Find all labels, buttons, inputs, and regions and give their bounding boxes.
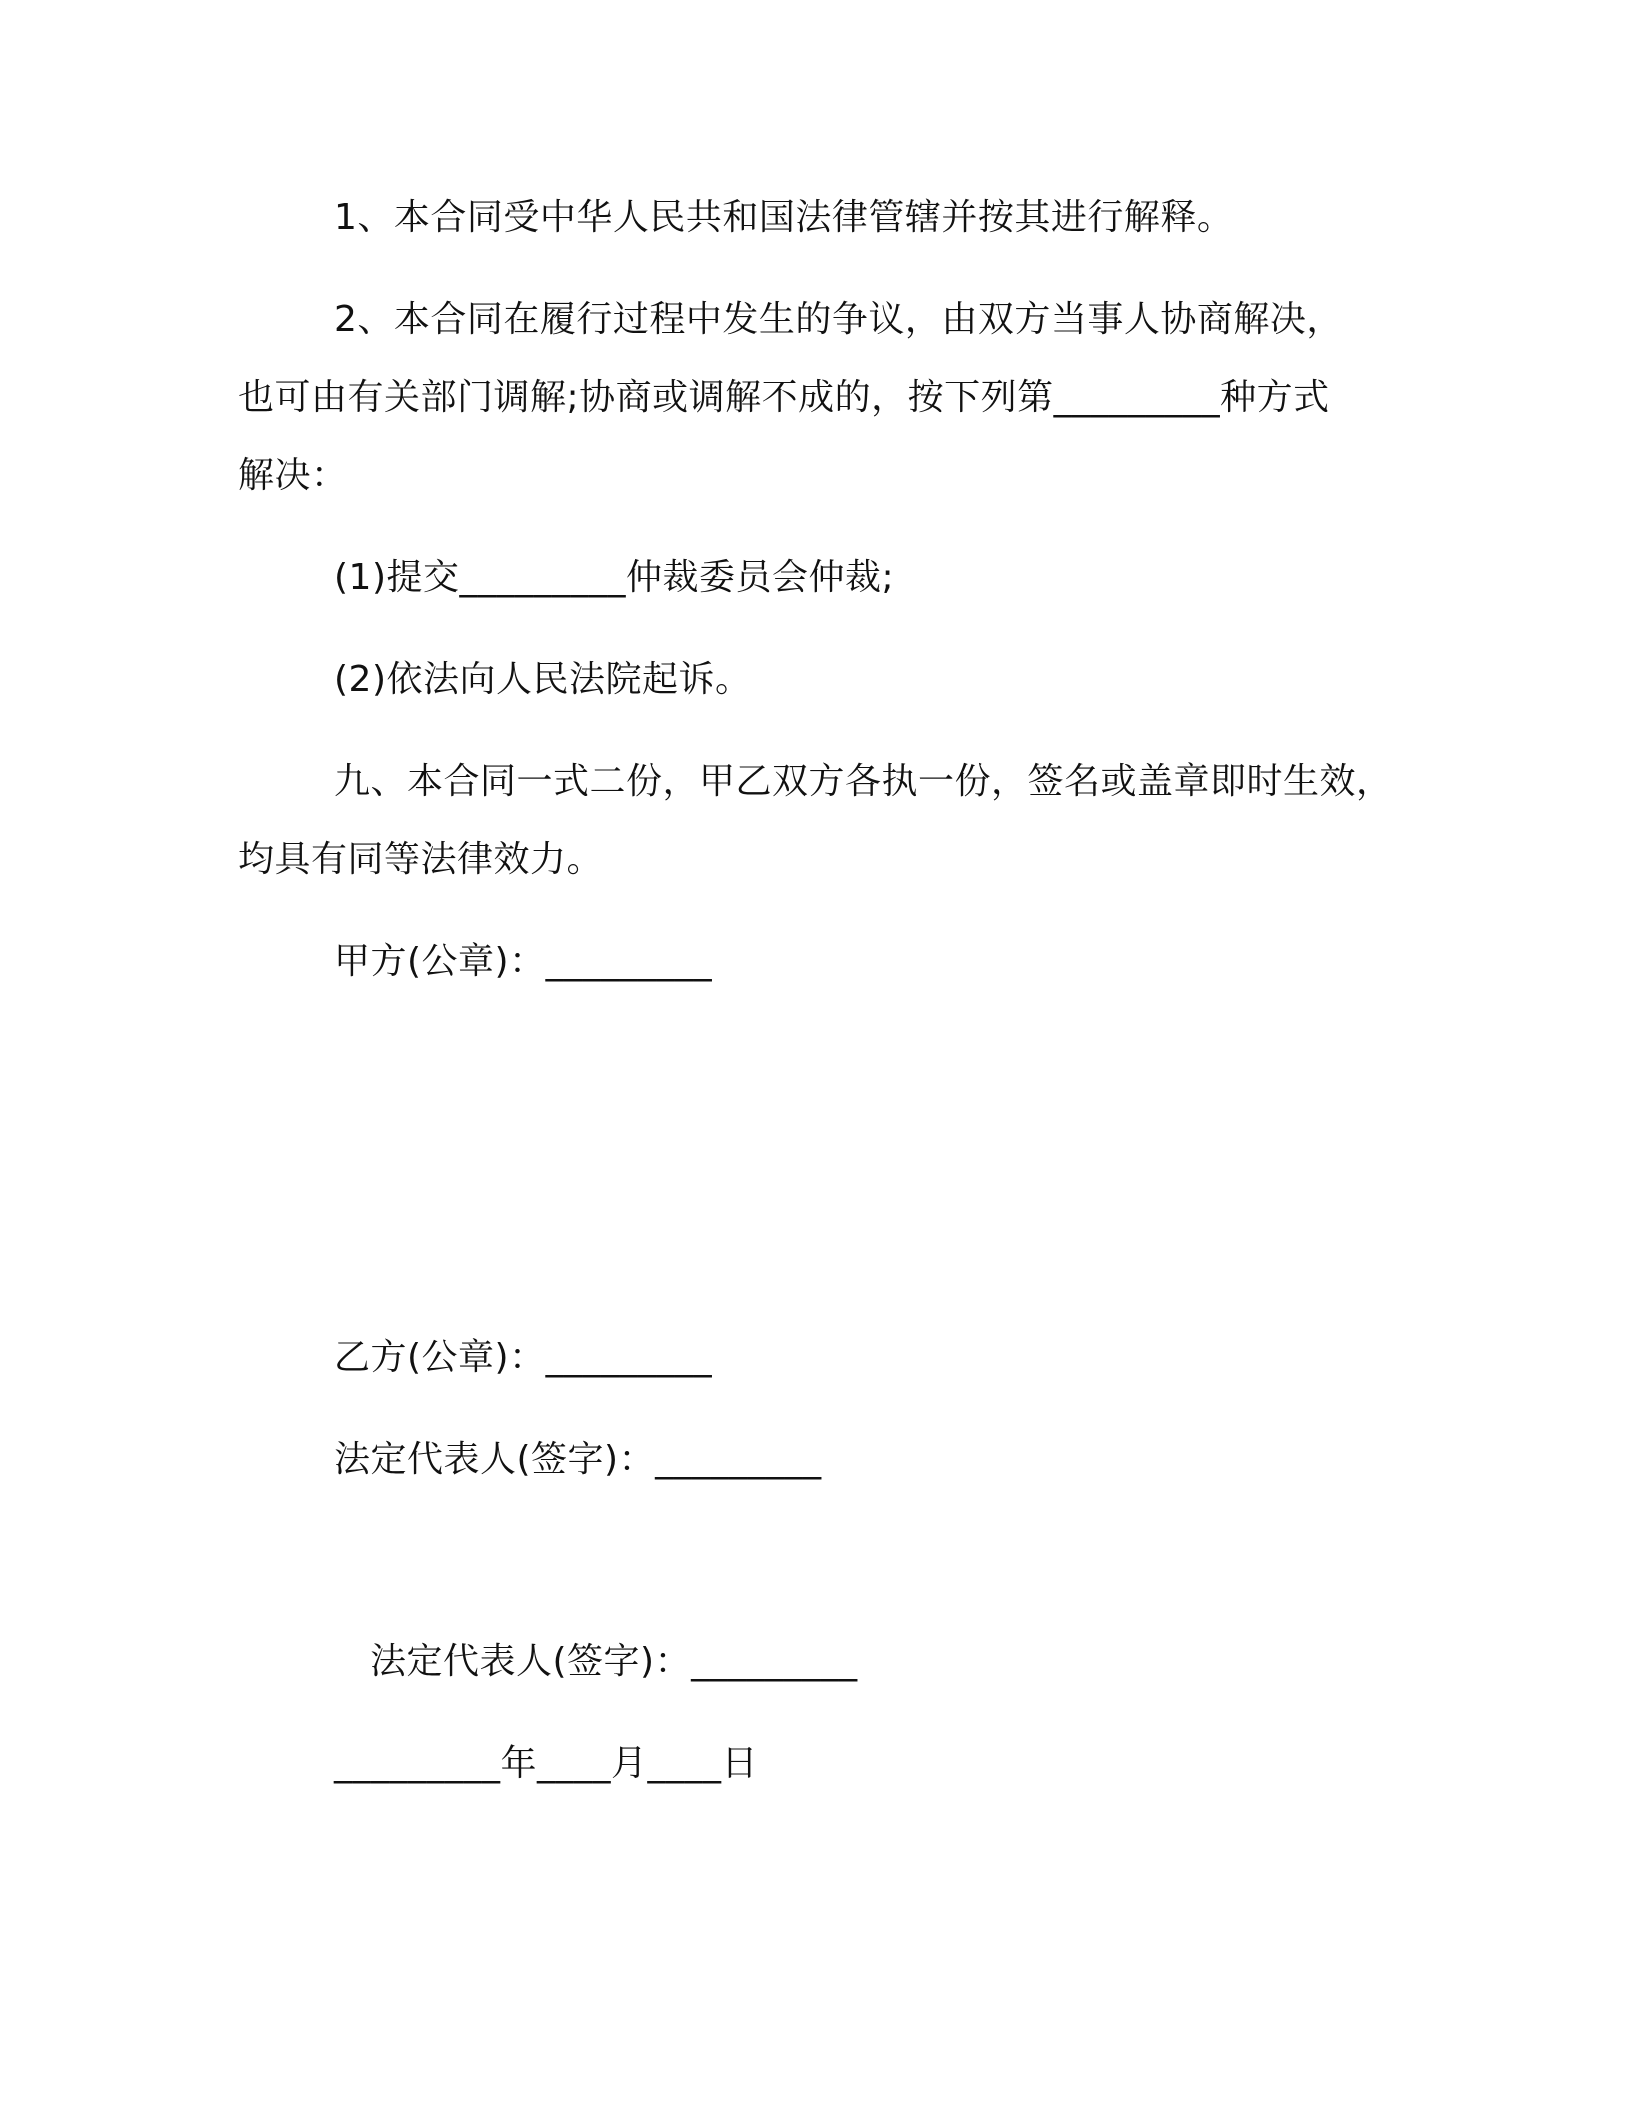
option-2: (2)依法向人民法院起诉。	[334, 659, 752, 700]
party-b-seal: 乙方(公章)：_________	[334, 1337, 713, 1378]
clause-2-line-1: 2、本合同在履行过程中发生的争议，由双方当事人协商解决，	[334, 299, 1343, 340]
clause-9-line-1: 九、本合同一式二份，甲乙双方各执一份，签名或盖章即时生效，	[334, 761, 1393, 802]
signing-date: _________年____月____日	[334, 1743, 758, 1784]
party-a-seal: 甲方(公章)：_________	[334, 941, 713, 982]
clause-2-line-3: 解决：	[238, 455, 348, 496]
legal-representative-signature-2: 法定代表人(签字)：_________	[370, 1641, 858, 1682]
clause-9-line-2: 均具有同等法律效力。	[238, 839, 604, 880]
legal-representative-signature-1: 法定代表人(签字)：_________	[334, 1439, 822, 1480]
clause-2-line-2: 也可由有关部门调解;协商或调解不成的，按下列第_________种方式	[238, 377, 1330, 418]
clause-1: 1、本合同受中华人民共和国法律管辖并按其进行解释。	[334, 197, 1234, 238]
option-1: (1)提交_________仲裁委员会仲裁;	[334, 557, 895, 598]
